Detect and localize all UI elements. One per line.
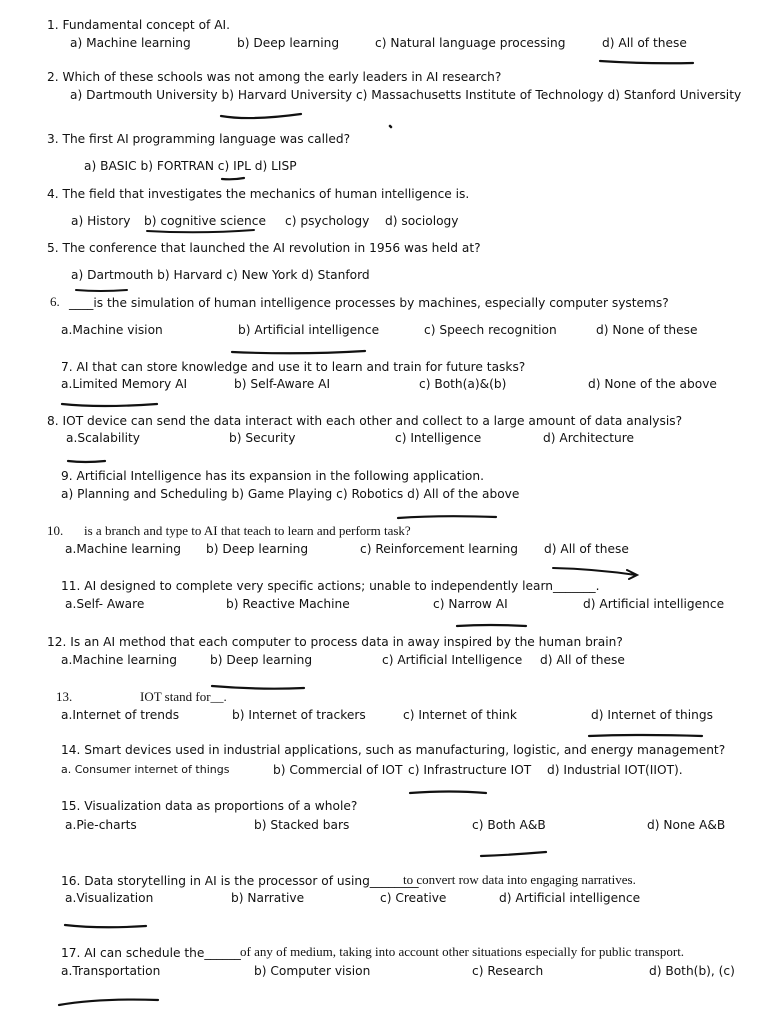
answer-mark-q6 <box>232 351 365 353</box>
q16-option-c: c) Creative <box>380 891 447 905</box>
answer-mark-q13 <box>589 735 702 736</box>
q15-option-b: b) Stacked bars <box>254 818 350 832</box>
q6-option-a: a.Machine vision <box>61 323 163 337</box>
answer-mark-q17 <box>59 1000 158 1005</box>
q11-option-d: d) Artificial intelligence <box>583 597 725 611</box>
answer-mark-q8 <box>68 461 105 462</box>
q7-option-c: c) Both(a)&(b) <box>419 377 507 391</box>
q17-option-a: a.Transportation <box>61 964 161 978</box>
q4-option-a: a) History <box>71 214 131 228</box>
question-7-stem: 7. AI that can store knowledge and use it to learn and train for future tasks? <box>61 360 526 374</box>
q16-option-a: a.Visualization <box>65 891 154 905</box>
q15-option-d: d) None A&B <box>647 818 726 832</box>
question-17-stem-end: of any of medium, taking into account other situations especially for public transport. <box>240 944 685 959</box>
q14-option-d: d) Industrial IOT(IIOT). <box>547 763 683 777</box>
q11-option-c: c) Narrow AI <box>433 597 508 611</box>
q7-option-b: b) Self-Aware AI <box>234 377 331 391</box>
question-16-stem-end: to convert row data into engaging narratives. <box>403 872 636 887</box>
q4-option-c: c) psychology <box>285 214 370 228</box>
question-17-stem-start: 17. AI can schedule the______ <box>61 946 241 960</box>
q6-option-d: d) None of these <box>596 323 698 337</box>
q6-option-b: b) Artificial intelligence <box>238 323 380 337</box>
answer-mark-q4 <box>147 230 254 232</box>
q3-options: a) BASIC b) FORTRAN c) IPL d) LISP <box>84 159 297 173</box>
answer-mark-q11 <box>457 625 526 626</box>
question-8-stem: 8. IOT device can send the data interact with each other and collect to a large amount of data analysis? <box>47 414 683 428</box>
q1-option-c: c) Natural language processing <box>375 36 566 50</box>
q13-option-b: b) Internet of trackers <box>232 708 366 722</box>
answer-mark-q2 <box>221 114 301 118</box>
answer-mark-q9 <box>398 516 496 518</box>
answer-mark-q15 <box>481 852 546 856</box>
q14-option-c: c) Infrastructure IOT <box>408 763 532 777</box>
q5-options: a) Dartmouth b) Harvard c) New York d) Stanford <box>71 268 370 282</box>
question-6-stem: ____is the simulation of human intelligence processes by machines, especially computer systems? <box>69 296 669 310</box>
q17-option-d: d) Both(b), (c) <box>649 964 735 978</box>
q12-option-a: a.Machine learning <box>61 653 177 667</box>
q14-option-a: a. Consumer internet of things <box>61 763 230 776</box>
question-13-stem: IOT stand for__. <box>140 689 227 704</box>
answer-mark-q10 <box>553 568 637 579</box>
q13-option-d: d) Internet of things <box>591 708 713 722</box>
q9-options: a) Planning and Scheduling b) Game Playing c) Robotics d) All of the above <box>61 487 520 501</box>
question-10-number: 10. <box>47 523 64 538</box>
question-5-stem: 5. The conference that launched the AI revolution in 1956 was held at? <box>47 241 481 255</box>
question-12-stem: 12. Is an AI method that each computer to process data in away inspired by the human brain? <box>47 635 623 649</box>
q1-option-d: d) All of these <box>602 36 687 50</box>
question-13-number: 13. <box>56 689 73 704</box>
answer-mark-q7 <box>62 404 157 406</box>
q8-option-a: a.Scalability <box>66 431 140 445</box>
question-9-stem: 9. Artificial Intelligence has its expansion in the following application. <box>61 469 484 483</box>
q14-option-b: b) Commercial of IOT <box>273 763 403 777</box>
q4-option-b: b) cognitive science <box>144 214 266 228</box>
q17-option-c: c) Research <box>472 964 544 978</box>
q12-option-b: b) Deep learning <box>210 653 313 667</box>
stray-dot <box>390 126 391 127</box>
q12-option-d: d) All of these <box>540 653 625 667</box>
question-6-number: 6. <box>50 294 60 309</box>
q17-option-b: b) Computer vision <box>254 964 371 978</box>
question-16-stem-start: 16. Data storytelling in AI is the processor of using________ <box>61 874 419 888</box>
q7-option-a: a.Limited Memory AI <box>61 377 188 391</box>
answer-mark-q14 <box>410 792 486 794</box>
question-3-stem: 3. The first AI programming language was called? <box>47 132 351 146</box>
answer-mark-q5 <box>76 290 127 291</box>
question-1-stem: 1. Fundamental concept of AI. <box>47 18 230 32</box>
q10-option-a: a.Machine learning <box>65 542 181 556</box>
question-2-stem: 2. Which of these schools was not among the early leaders in AI research? <box>47 70 502 84</box>
question-15-stem: 15. Visualization data as proportions of a whole? <box>61 799 358 813</box>
q4-option-d: d) sociology <box>385 214 459 228</box>
question-10-stem: is a branch and type to AI that teach to learn and perform task? <box>84 523 411 538</box>
q7-option-d: d) None of the above <box>588 377 717 391</box>
q13-option-a: a.Internet of trends <box>61 708 180 722</box>
answer-mark-q16 <box>65 925 146 927</box>
answer-mark-q3 <box>222 178 244 179</box>
q6-option-c: c) Speech recognition <box>424 323 557 337</box>
question-11-stem: 11. AI designed to complete very specific actions; unable to independently learn_______. <box>61 579 600 593</box>
q8-option-c: c) Intelligence <box>395 431 482 445</box>
q11-option-a: a.Self- Aware <box>65 597 145 611</box>
q10-option-c: c) Reinforcement learning <box>360 542 519 556</box>
q2-options: a) Dartmouth University b) Harvard University c) Massachusetts Institute of Technology d) Stanford University <box>70 88 742 102</box>
answer-mark-q1 <box>600 61 693 63</box>
q11-option-b: b) Reactive Machine <box>226 597 350 611</box>
q1-option-b: b) Deep learning <box>237 36 340 50</box>
q13-option-c: c) Internet of think <box>403 708 517 722</box>
q8-option-d: d) Architecture <box>543 431 634 445</box>
question-4-stem: 4. The field that investigates the mechanics of human intelligence is. <box>47 187 470 201</box>
q1-option-a: a) Machine learning <box>70 36 191 50</box>
question-14-stem: 14. Smart devices used in industrial applications, such as manufacturing, logistic, and energy management? <box>61 743 726 757</box>
q10-option-d: d) All of these <box>544 542 629 556</box>
q16-option-b: b) Narrative <box>231 891 305 905</box>
q16-option-d: d) Artificial intelligence <box>499 891 641 905</box>
q15-option-a: a.Pie-charts <box>65 818 137 832</box>
q10-option-b: b) Deep learning <box>206 542 309 556</box>
q15-option-c: c) Both A&B <box>472 818 546 832</box>
q12-option-c: c) Artificial Intelligence <box>382 653 523 667</box>
q8-option-b: b) Security <box>229 431 296 445</box>
